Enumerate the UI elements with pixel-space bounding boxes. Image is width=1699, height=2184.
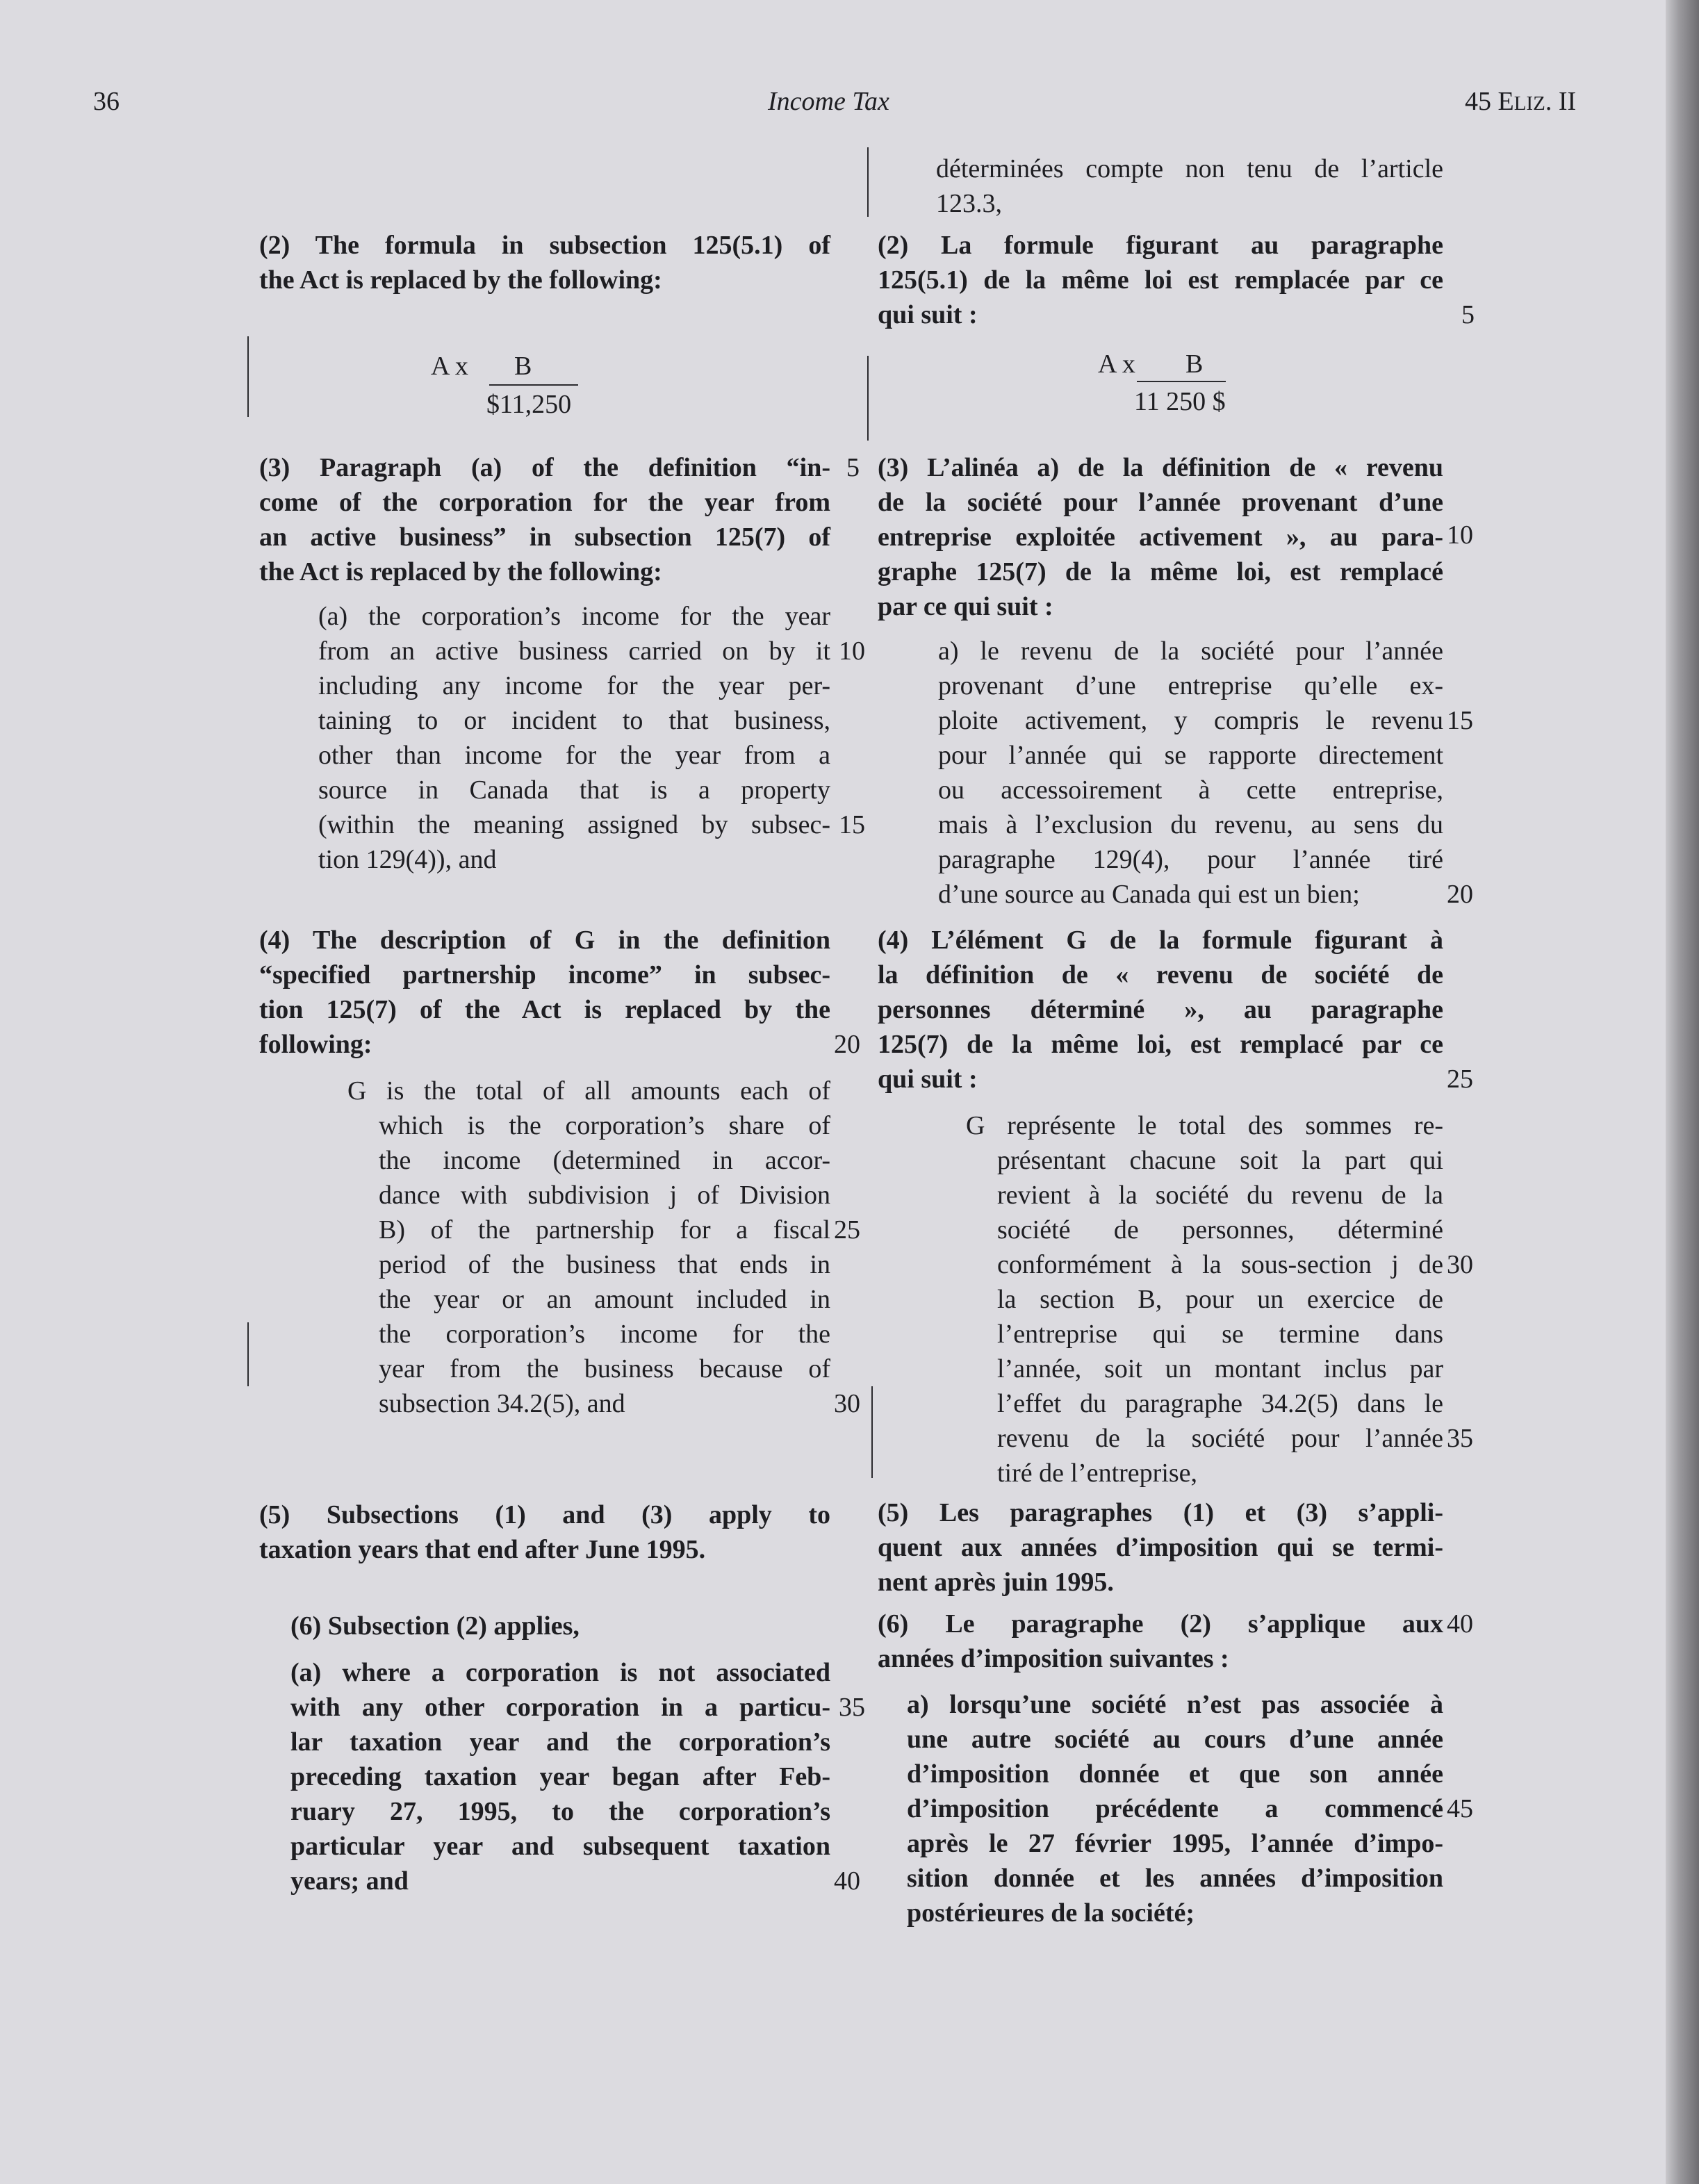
- line-number: 35: [1447, 1424, 1473, 1453]
- right-subsection-2-heading: (2) La formule figurant au paragraphe 125(5.1) de la même loi est remplacée par ce qui suit :: [878, 231, 1443, 329]
- left-change-bar-2: [247, 1322, 249, 1386]
- left-subsection-6-a: (a) where a corporation is not associated with any other corporation in a particu- lar taxation year and the corporation’s preceding taxation year began after Feb- ruary 27, 1995, to the corporation’s particular year and subsequent taxation years; and: [290, 1658, 830, 1896]
- right-subsection-6-a: a) lorsqu’une société n’est pas associée à une autre société au cours d’une année d’imposition donnée et que son année d’imposition précédente a commencé après le 27 février 1995, l’année d’impo- sition donnée et les années d’imposition postérieures de la société;: [907, 1690, 1443, 1928]
- line-number: 20: [834, 1030, 860, 1059]
- right-change-bar-1: [867, 147, 869, 217]
- right-formula-lhs: A x: [1098, 350, 1135, 379]
- left-subsection-6-heading: (6) Subsection (2) applies,: [290, 1611, 580, 1641]
- line-number: 40: [834, 1866, 860, 1896]
- right-g-definition: G représente le total des sommes re- présentant chacune soit la part qui revient à la société du revenu de la société de personnes, déterminé conformément à la sous-section j de la section B, pour un exercice de l’entreprise qui se termine dans l’année, soit un montant inclus par l’effet du paragraphe 34.2(5) dans le revenu de la société pour l’année tiré de l’entreprise,: [966, 1111, 1443, 1488]
- right-formula-denominator: 11 250 $: [1134, 387, 1226, 416]
- left-change-bar-1: [247, 336, 249, 417]
- right-formula-numerator: B: [1185, 350, 1204, 379]
- right-change-bar-3: [871, 1386, 873, 1478]
- right-subsection-5: (5) Les paragraphes (1) et (3) s’appli- quent aux années d’imposition qui se termi- nent après juin 1995.: [878, 1498, 1443, 1597]
- right-paragraph-a: a) le revenu de la société pour l’année provenant d’une entreprise qu’elle ex- ploite activement, y compris le revenu pour l’année qui se rapporte directement ou accessoirement à cette entreprise, mais à l’exclusion du revenu, au sens du paragraphe 129(4), pour l’année tiré d’une source au Canada qui est un bien;: [938, 637, 1443, 909]
- right-formula-fraction-bar: [1137, 381, 1226, 382]
- page-edge-shadow: [1666, 0, 1699, 2184]
- right-change-bar-2: [867, 356, 869, 441]
- left-subsection-4-heading: (4) The description of G in the definition “specified partnership income” in subsec- tion 125(7) of the Act is replaced by the following:: [259, 926, 830, 1059]
- left-subsection-5: (5) Subsections (1) and (3) apply to taxation years that end after June 1995.: [259, 1500, 830, 1564]
- left-formula-denominator: $11,250: [486, 390, 572, 419]
- line-number: 45: [1447, 1794, 1473, 1823]
- line-number: 25: [1447, 1065, 1473, 1094]
- line-number: 10: [839, 637, 865, 666]
- line-number: 5: [846, 453, 860, 482]
- line-number: 20: [1447, 880, 1473, 909]
- line-number: 35: [839, 1693, 865, 1722]
- line-number: 15: [1447, 706, 1473, 735]
- line-number: 30: [834, 1389, 860, 1418]
- left-formula-lhs: A x: [431, 352, 468, 381]
- right-subsection-6-heading: (6) Le paragraphe (2) s’applique aux années d’imposition suivantes :: [878, 1609, 1443, 1673]
- left-g-definition: G is the total of all amounts each of which is the corporation’s share of the income (determined in accor- dance with subdivision j of Division B) of the partnership for a fiscal period of the business that ends in the year or an amount included in the corporation’s income for the year from the business because of subsection 34.2(5), and: [347, 1076, 830, 1418]
- page-number: 36: [93, 87, 120, 116]
- right-subsection-3-heading: (3) L’alinéa a) de la définition de « revenu de la société pour l’année provenant d’une entreprise exploitée activement », au para- graphe 125(7) de la même loi, est remplacé par ce qui suit :: [878, 453, 1443, 621]
- left-formula-numerator: B: [514, 352, 532, 381]
- regnal-year: 45 ELIZ. II: [1465, 87, 1577, 116]
- left-subsection-3-heading: (3) Paragraph (a) of the definition “in- come of the corporation for the year from an active business” in subsection 125(7) of the Act is replaced by the following:: [259, 450, 830, 589]
- s3-line: (3) Paragraph (a) of the definition “in-: [259, 453, 830, 482]
- line-number: 30: [1447, 1250, 1473, 1279]
- running-title: Income Tax: [768, 87, 889, 116]
- left-paragraph-a: (a) the corporation’s income for the year from an active business carried on by it including any income for the year per- taining to or incident to that business, other than income for the year from a source in Canada that is a property (within the meaning assigned by subsec- tion 129(4)), and: [318, 602, 830, 874]
- right-subsection-4-heading: (4) L’élément G de la formule figurant à la définition de « revenu de société de personnes déterminé », au paragraphe 125(7) de la même loi, est remplacé par ce qui suit :: [878, 926, 1443, 1094]
- line-number: 40: [1447, 1609, 1473, 1639]
- line-number: 10: [1447, 520, 1473, 550]
- line-number: 5: [1461, 300, 1475, 329]
- line-number: 15: [839, 810, 865, 839]
- line-number: 25: [834, 1215, 860, 1245]
- left-subsection-2-heading: (2) The formula in subsection 125(5.1) of the Act is replaced by the following:: [259, 231, 830, 295]
- right-carry-over-text: déterminées compte non tenu de l’article 123.3,: [936, 154, 1443, 218]
- left-formula-fraction-bar: [489, 384, 578, 386]
